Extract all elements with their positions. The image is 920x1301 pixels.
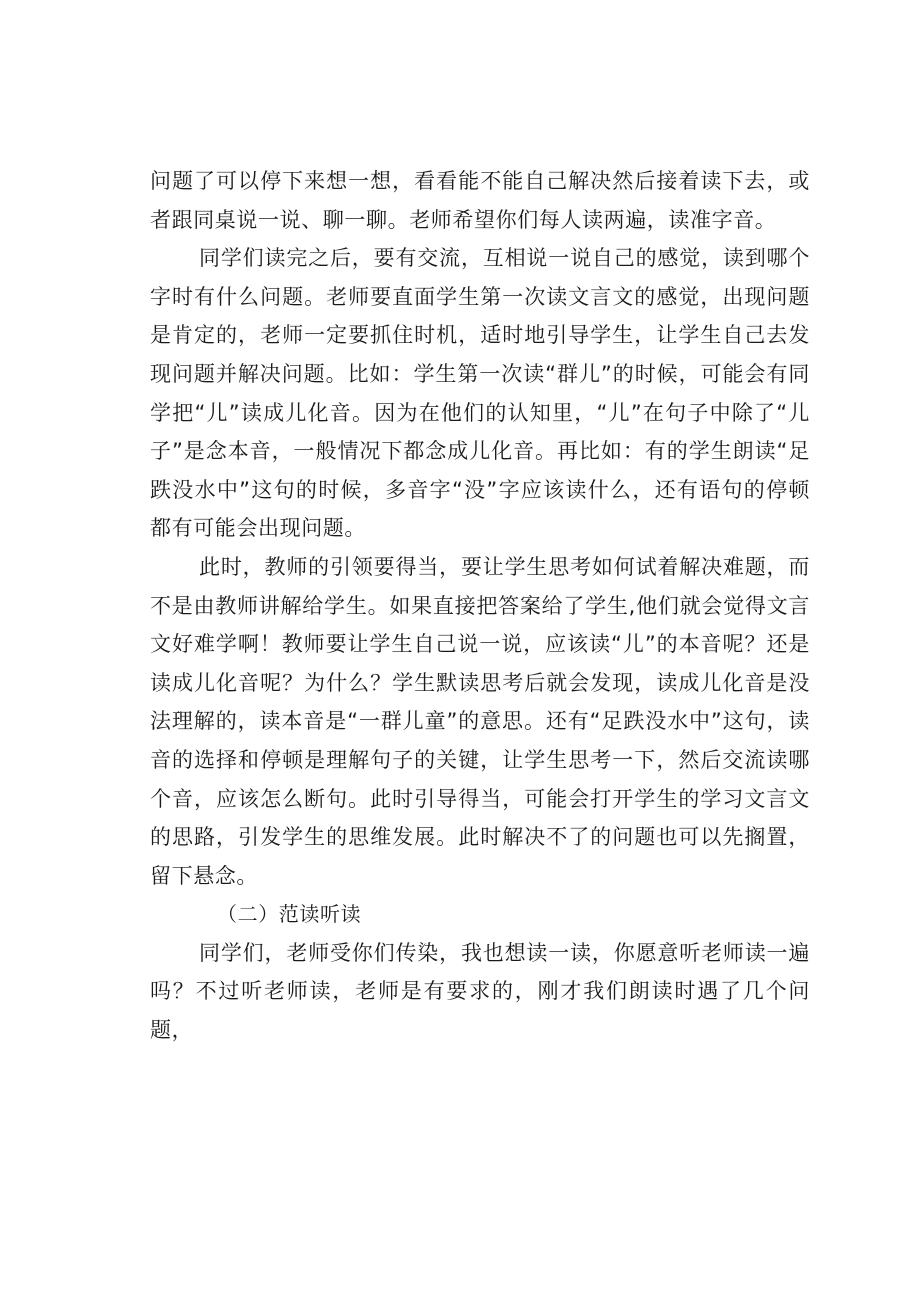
paragraph-exchange: 同学们读完之后，要有交流，互相说一说自己的感觉，读到哪个字时有什么问题。老师要直面学生第一次读文言文的感觉，出现问题是肯定的，老师一定要抓住时机，适时地引导学生，让学生自己去发现问题并解决问题。比如：学生第一次读“群儿”的时候，可能会有同学把“儿”读成儿化音。因为在他们的认知里，“儿”在句子中除了“儿子”是念本音，一般情况下都念成儿化音。再比如：有的学生朗读“足跌没水中”这句的时候，多音字“没”字应该读什么，还有语句的停顿都有可能会出现问题。 [150, 246, 810, 541]
paragraph-continuation: 问题了可以停下来想一想，看看能不能自己解决然后接着读下去，或者跟同桌说一说、聊一聊。老师希望你们每人读两遍，读准字音。 [150, 169, 810, 232]
section-heading: （二）范读听读 [217, 902, 362, 927]
document-body [150, 162, 810, 1050]
paragraph-model-reading: 同学们，老师受你们传染，我也想读一读，你愿意听老师读一遍吗？不过听老师读，老师是有要求的，刚才我们朗读时遇了几个问题， [150, 940, 810, 1043]
paragraph-guidance: 此时，教师的引领要得当，要让学生思考如何试着解决难题，而不是由教师讲解给学生。如果直接把答案给了学生,他们就会觉得文言文好难学啊！教师要让学生自己说一说，应该读“儿”的本音呢？还是读成儿化音呢？为什么？学生默读思考后就会发现，读成儿化音是没法理解的，读本音是“一群儿童”的意思。还有“足跌没水中”这句，读音的选择和停顿是理解句子的关键，让学生思考一下，然后交流读哪个音，应该怎么断句。此时引导得当，可能会打开学生的学习文言文的思路，引发学生的思维发展。此时解决不了的问题也可以先搁置，留下悬念。 [150, 554, 810, 888]
